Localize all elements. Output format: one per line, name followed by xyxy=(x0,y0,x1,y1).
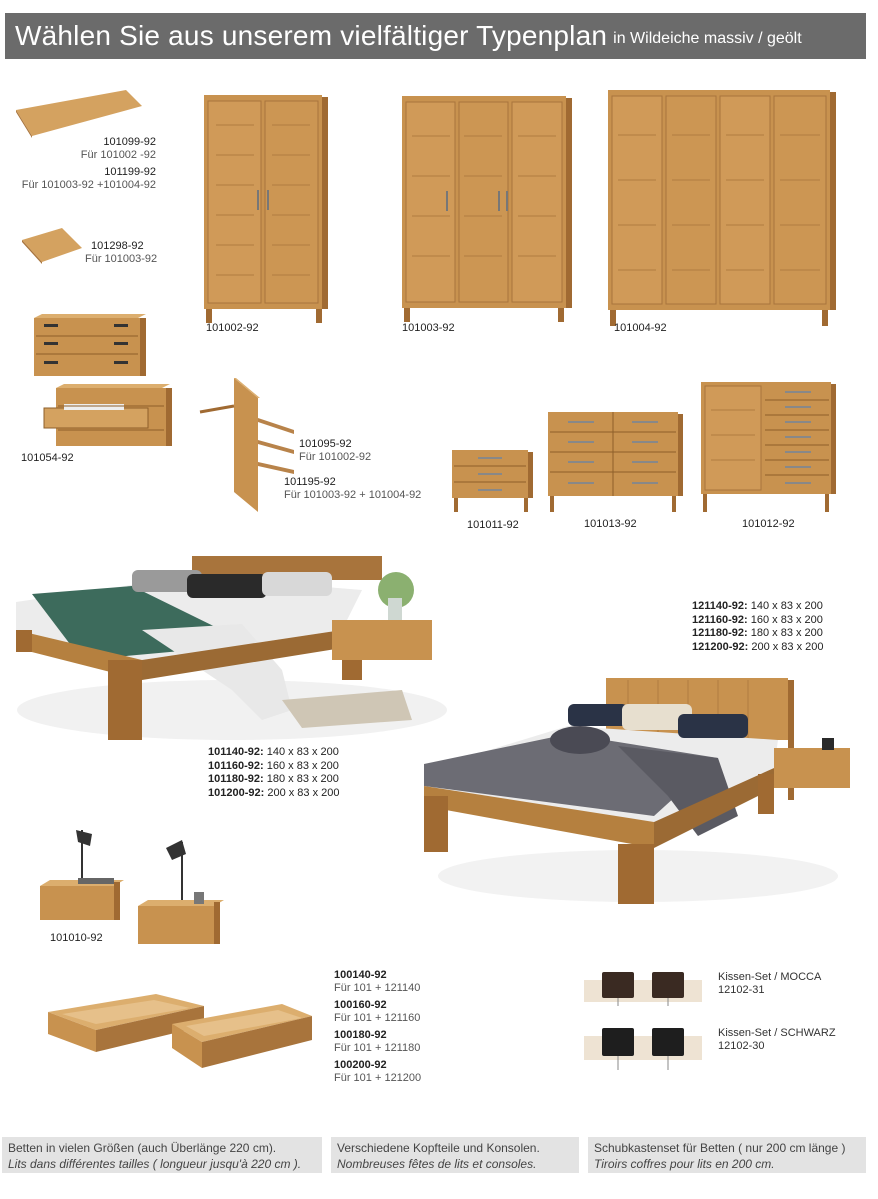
product-name: Kissen-Set / SCHWARZ xyxy=(718,1027,836,1039)
footer-note-drawers xyxy=(588,1137,866,1173)
footer-note-fr: Tiroirs coffres pour lits en 200 cm. xyxy=(594,1157,775,1171)
drawer-unit-code: 101054-92 xyxy=(21,452,74,464)
page-header xyxy=(5,13,866,59)
footer-note-fr: Lits dans différentes tailles ( longueur jusqu'à 220 cm ). xyxy=(8,1157,302,1171)
bed2-size-row: 121180-92: 180 x 83 x 200 xyxy=(692,627,823,639)
bed1-size-list xyxy=(208,746,340,800)
board-101199 xyxy=(10,166,156,192)
wardrobe-2-door-image xyxy=(204,95,328,325)
bed2-size-row: 121160-92: 160 x 83 x 200 xyxy=(692,613,823,626)
shelf-insert-101095 xyxy=(284,438,371,464)
board-101099 xyxy=(10,136,156,162)
product-code: 100160-92 xyxy=(334,999,387,1011)
cushion-set-mocca xyxy=(718,971,821,997)
cushion-set-schwarz-image xyxy=(584,1026,702,1072)
product-code: 100200-92 xyxy=(334,1059,387,1071)
wardrobe-3-door-image xyxy=(402,96,572,326)
board-large-image xyxy=(14,88,144,138)
product-fit: Für 101 + 121160 xyxy=(334,1012,421,1024)
underbed-drawer-item xyxy=(334,969,421,995)
product-fit: Für 101002 -92 xyxy=(80,149,156,161)
underbed-drawer-item xyxy=(334,999,421,1025)
underbed-drawer-item xyxy=(334,1059,421,1085)
product-fit: Für 101 + 121200 xyxy=(334,1072,422,1084)
board-101298 xyxy=(85,240,175,266)
footer-note-de: Betten in vielen Größen (auch Überlänge 220 cm). xyxy=(8,1141,277,1155)
wardrobe-4-door-image xyxy=(608,90,836,330)
product-fit: Für 101003-92 xyxy=(85,253,158,265)
product-code: 101099-92 xyxy=(103,136,156,148)
footer-note-de: Verschiedene Kopfteile und Konsolen. xyxy=(337,1141,540,1155)
dresser-large-code: 101012-92 xyxy=(742,518,795,530)
wardrobe-4-door-code: 101004-92 xyxy=(614,322,667,334)
bed1-size-row: 101180-92: 180 x 83 x 200 xyxy=(208,773,339,785)
underbed-drawer-item xyxy=(334,1029,421,1055)
product-code: 100140-92 xyxy=(334,969,387,981)
product-code: 101195-92 xyxy=(284,476,336,488)
underbed-drawer-list xyxy=(334,969,421,1085)
footer-note-de: Schubkastenset für Betten ( nur 200 cm länge ) xyxy=(594,1141,846,1155)
product-name: Kissen-Set / MOCCA xyxy=(718,971,822,983)
bed1-size-row: 101160-92: 160 x 83 x 200 xyxy=(208,759,339,772)
shelf-insert-101195 xyxy=(284,476,421,502)
page-title: Wählen Sie aus unserem vielfältiger Typenplan xyxy=(15,20,608,51)
page-subtitle: in Wildeiche massiv / geölt xyxy=(613,30,802,47)
drawer-unit-closed-image xyxy=(34,314,148,378)
nightstand-code: 101010-92 xyxy=(50,932,103,944)
drawer-unit-open-image xyxy=(44,384,174,448)
wardrobe-2-door-code: 101002-92 xyxy=(206,322,259,334)
footer-note-headboards xyxy=(331,1137,579,1173)
dresser-medium-code: 101013-92 xyxy=(584,518,637,530)
footer-note-beds xyxy=(2,1137,322,1173)
dresser-medium-image xyxy=(548,410,684,514)
bed-with-nightstand-image xyxy=(12,550,452,746)
cushion-set-mocca-image xyxy=(584,970,702,1006)
dresser-small-code: 101011-92 xyxy=(467,519,519,531)
bed2-size-list xyxy=(692,600,824,654)
product-code: 101095-92 xyxy=(299,438,352,450)
footer-note-fr: Nombreuses fêtes de lits et consoles. xyxy=(337,1157,537,1171)
underbed-drawers-image xyxy=(46,990,316,1074)
product-code: 101298-92 xyxy=(91,240,144,252)
product-fit: Für 101003-92 +101004-92 xyxy=(21,179,156,191)
bed1-size-row: 101140-92: 140 x 83 x 200 xyxy=(208,746,339,758)
product-fit: Für 101003-92 + 101004-92 xyxy=(284,489,422,501)
product-code: 100180-92 xyxy=(334,1029,387,1041)
dresser-small-image xyxy=(452,448,534,514)
cushion-set-schwarz xyxy=(718,1027,836,1053)
product-fit: Für 101 + 121140 xyxy=(334,982,421,994)
bed2-size-row: 121200-92: 200 x 83 x 200 xyxy=(692,640,824,653)
dresser-large-image xyxy=(701,380,837,514)
bed1-size-row: 101200-92: 200 x 83 x 200 xyxy=(208,786,340,799)
product-code: 12102-31 xyxy=(718,984,765,996)
wardrobe-3-door-code: 101003-92 xyxy=(402,322,455,334)
product-code: 12102-30 xyxy=(718,1040,765,1052)
bed-with-headboard-image xyxy=(418,676,854,908)
product-fit: Für 101 + 121180 xyxy=(334,1042,421,1054)
product-fit: Für 101002-92 xyxy=(299,451,372,463)
bed2-size-row: 121140-92: 140 x 83 x 200 xyxy=(692,600,823,612)
board-small-image xyxy=(20,228,84,264)
product-code: 101199-92 xyxy=(104,166,156,178)
